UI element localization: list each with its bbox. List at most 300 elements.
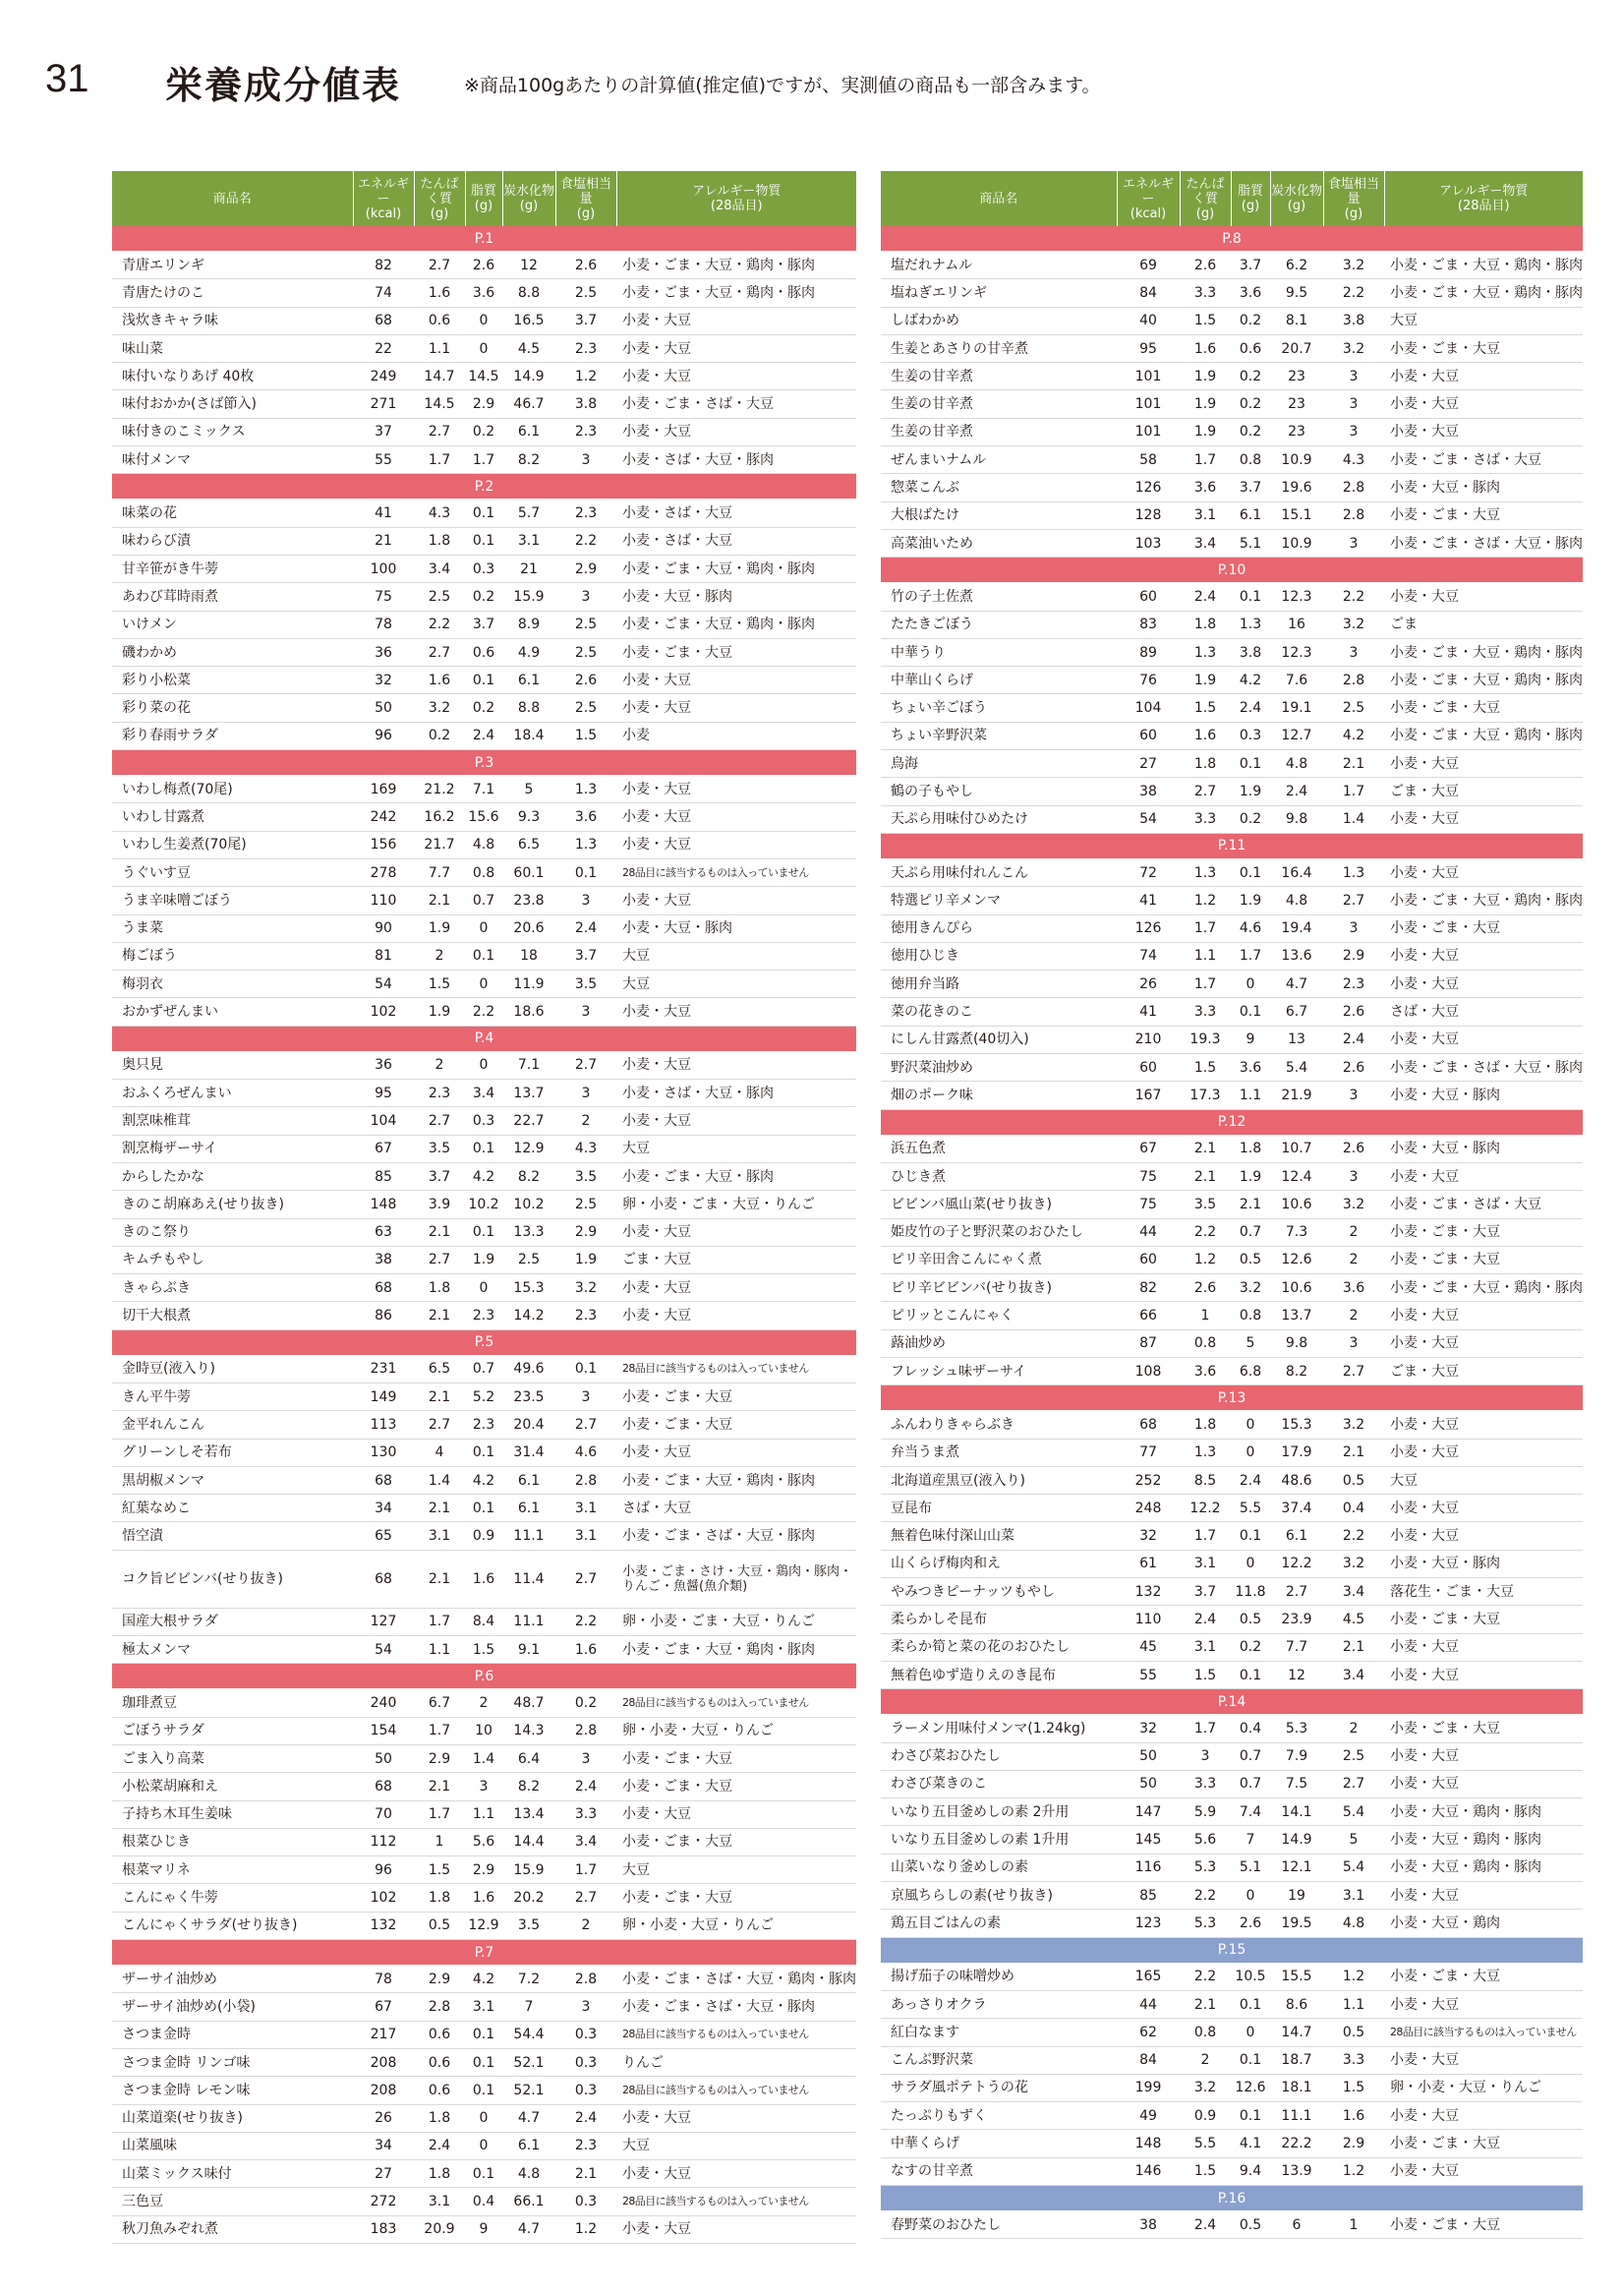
carbohydrate-cell: 12.4 — [1270, 1162, 1323, 1190]
allergens-cell: 小麦・ごま・大豆・鶏肉・豚肉 — [616, 252, 856, 279]
salt-cell: 3.5 — [555, 1162, 616, 1190]
salt-cell: 0.3 — [555, 2021, 616, 2048]
allergens-cell: 大豆 — [616, 2132, 856, 2159]
fat-cell: 0.3 — [465, 555, 502, 582]
energy-cell: 86 — [353, 1302, 414, 1329]
table-row — [881, 2046, 1583, 2074]
energy-cell: 68 — [353, 1550, 414, 1608]
protein-cell: 1.8 — [1180, 611, 1231, 638]
product-name-cell: ちょい辛野沢菜 — [881, 722, 1117, 749]
allergens-cell: りんご — [616, 2048, 856, 2076]
table-row — [112, 1191, 856, 1218]
column-header-energy: エネルギー (kcal) — [1117, 171, 1180, 226]
fat-cell: 0.4 — [1231, 1715, 1270, 1742]
allergens-cell: ごま・大豆 — [616, 1246, 856, 1273]
salt-cell: 4.5 — [1323, 1606, 1384, 1633]
product-name-cell: 味付おかか(さば節入) — [112, 390, 353, 418]
table-row — [881, 1550, 1583, 1577]
table-row — [881, 1329, 1583, 1357]
carbohydrate-cell: 12.1 — [1270, 1854, 1323, 1881]
energy-cell: 75 — [1117, 1162, 1180, 1190]
table-row — [112, 2160, 856, 2188]
allergens-cell: 小麦・大豆 — [616, 803, 856, 831]
protein-cell: 6.5 — [414, 1355, 465, 1383]
carbohydrate-cell: 60.1 — [502, 858, 555, 886]
product-name-cell: 京風ちらしの素(せり抜き) — [881, 1882, 1117, 1910]
product-name-cell: 彩り小松菜 — [112, 667, 353, 694]
table-row — [881, 1411, 1583, 1439]
energy-cell: 130 — [353, 1439, 414, 1466]
protein-cell: 5.5 — [1180, 2130, 1231, 2157]
fat-cell: 4.2 — [465, 1466, 502, 1494]
energy-cell: 103 — [1117, 529, 1180, 557]
carbohydrate-cell: 7.5 — [1270, 1770, 1323, 1797]
fat-cell: 12.6 — [1231, 2074, 1270, 2101]
carbohydrate-cell: 12.9 — [502, 1135, 555, 1162]
energy-cell: 104 — [353, 1107, 414, 1135]
table-row — [881, 971, 1583, 998]
carbohydrate-cell: 8.8 — [502, 279, 555, 307]
product-name-cell: さつま金時 レモン味 — [112, 2077, 353, 2104]
fat-cell: 9 — [465, 2215, 502, 2243]
product-name-cell: ビビンバ風山菜(せり抜き) — [881, 1191, 1117, 1218]
energy-cell: 101 — [1117, 363, 1180, 390]
table-row — [881, 1798, 1583, 1826]
fat-cell: 0.1 — [1231, 583, 1270, 611]
energy-cell: 50 — [353, 1744, 414, 1772]
protein-cell: 1.8 — [414, 1274, 465, 1302]
allergens-cell: 小麦・ごま・大豆 — [1384, 1963, 1583, 1990]
allergens-cell: 小麦・ごま・大豆・鶏肉・豚肉 — [1384, 638, 1583, 666]
salt-cell: 3.5 — [555, 971, 616, 998]
product-name-cell: きのこ祭り — [112, 1218, 353, 1246]
salt-cell: 3.3 — [555, 1800, 616, 1828]
energy-cell: 41 — [1117, 998, 1180, 1026]
energy-cell: 82 — [353, 252, 414, 279]
carbohydrate-cell: 5.4 — [1270, 1054, 1323, 1082]
carbohydrate-cell: 14.4 — [502, 1828, 555, 1855]
fat-cell: 7 — [1231, 1826, 1270, 1854]
allergens-cell: 小麦・大豆 — [616, 998, 856, 1026]
protein-cell: 3.3 — [1180, 279, 1231, 307]
energy-cell: 50 — [353, 694, 414, 722]
table-row — [112, 1993, 856, 2021]
fat-cell: 0.4 — [465, 2188, 502, 2215]
protein-cell: 2.7 — [414, 638, 465, 666]
energy-cell: 132 — [353, 1912, 414, 1939]
allergens-cell: ごま — [1384, 611, 1583, 638]
energy-cell: 60 — [1117, 1246, 1180, 1273]
protein-cell: 14.5 — [414, 390, 465, 418]
table-row — [881, 1606, 1583, 1633]
product-name-cell: 天ぷら用味付ひめたけ — [881, 805, 1117, 833]
protein-cell: 2.1 — [414, 887, 465, 914]
section-label: P.14 — [881, 1689, 1583, 1715]
protein-cell: 1.6 — [1180, 334, 1231, 362]
salt-cell: 5.4 — [1323, 1798, 1384, 1826]
product-name-cell: 紅葉なめこ — [112, 1495, 353, 1522]
section-label: P.1 — [112, 226, 856, 252]
product-name-cell: 生姜の甘辛煮 — [881, 363, 1117, 390]
protein-cell: 3.5 — [414, 1135, 465, 1162]
allergens-cell: 小麦・大豆・豚肉 — [1384, 1135, 1583, 1162]
protein-cell: 2 — [1180, 2046, 1231, 2074]
allergens-cell: 小麦・さば・大豆 — [616, 500, 856, 527]
table-row — [112, 1051, 856, 1079]
product-name-cell: 割烹味椎茸 — [112, 1107, 353, 1135]
carbohydrate-cell: 8.1 — [1270, 307, 1323, 334]
product-name-cell: 姫皮竹の子と野沢菜のおひたし — [881, 1218, 1117, 1246]
carbohydrate-cell: 16 — [1270, 611, 1323, 638]
allergens-cell: 小麦・ごま・大豆 — [1384, 694, 1583, 722]
fat-cell: 0.7 — [465, 1355, 502, 1383]
table-row — [881, 2074, 1583, 2101]
fat-cell: 0.1 — [1231, 2046, 1270, 2074]
product-name-cell: 珈琲煮豆 — [112, 1689, 353, 1717]
table-row — [112, 776, 856, 803]
table-row — [881, 1495, 1583, 1522]
protein-cell: 3.1 — [1180, 501, 1231, 529]
product-name-cell: 生姜の甘辛煮 — [881, 418, 1117, 445]
carbohydrate-cell: 23 — [1270, 363, 1323, 390]
carbohydrate-cell: 21.9 — [1270, 1082, 1323, 1109]
allergens-cell: 小麦・ごま・大豆 — [1384, 1715, 1583, 1742]
protein-cell: 8.5 — [1180, 1466, 1231, 1494]
allergens-cell: 小麦・さば・大豆・豚肉 — [616, 1080, 856, 1107]
carbohydrate-cell: 21 — [502, 555, 555, 582]
energy-cell: 60 — [1117, 1054, 1180, 1082]
salt-cell: 2.2 — [1323, 583, 1384, 611]
fat-cell: 3.7 — [1231, 252, 1270, 279]
protein-cell: 1.8 — [414, 527, 465, 555]
fat-cell: 2.6 — [1231, 1910, 1270, 1937]
allergens-cell: 小麦・大豆 — [1384, 1302, 1583, 1329]
fat-cell: 0.1 — [465, 2048, 502, 2076]
protein-cell: 2.2 — [1180, 1963, 1231, 1990]
table-row — [112, 1383, 856, 1410]
table-row — [112, 1800, 856, 1828]
carbohydrate-cell: 6.1 — [502, 667, 555, 694]
fat-cell: 0.2 — [1231, 390, 1270, 418]
table-row — [881, 1882, 1583, 1910]
carbohydrate-cell: 7.6 — [1270, 667, 1323, 694]
table-row — [881, 279, 1583, 307]
energy-cell: 34 — [353, 1495, 414, 1522]
salt-cell: 2.5 — [1323, 694, 1384, 722]
product-name-cell: 味菜の花 — [112, 500, 353, 527]
table-row — [112, 831, 856, 858]
fat-cell: 0 — [465, 914, 502, 942]
table-row — [112, 1744, 856, 1772]
protein-cell: 0.8 — [1180, 2019, 1231, 2046]
carbohydrate-cell: 22.2 — [1270, 2130, 1323, 2157]
product-name-cell: いわし甘露煮 — [112, 803, 353, 831]
product-name-cell: 揚げ茄子の味噌炒め — [881, 1963, 1117, 1990]
energy-cell: 55 — [1117, 1661, 1180, 1688]
salt-cell: 2.2 — [555, 1608, 616, 1635]
section-header-row — [112, 226, 856, 252]
salt-cell: 2.1 — [1323, 1633, 1384, 1661]
allergens-cell: 小麦・大豆 — [616, 1302, 856, 1329]
table-row — [881, 1246, 1583, 1273]
table-row — [112, 1495, 856, 1522]
allergens-cell: 小麦・大豆 — [1384, 1882, 1583, 1910]
table-row — [881, 638, 1583, 666]
protein-cell: 1.9 — [1180, 418, 1231, 445]
salt-cell: 3.1 — [555, 1495, 616, 1522]
energy-cell: 167 — [1117, 1082, 1180, 1109]
allergens-cell: 小麦・ごま・大豆 — [1384, 334, 1583, 362]
salt-cell: 2.7 — [555, 1550, 616, 1608]
column-header-product-name: 商品名 — [881, 171, 1117, 226]
product-name-cell: にしん甘露煮(40切入) — [881, 1026, 1117, 1053]
product-name-cell: 柔らかしそ昆布 — [881, 1606, 1117, 1633]
carbohydrate-cell: 9.3 — [502, 803, 555, 831]
product-name-cell: 極太メンマ — [112, 1636, 353, 1664]
carbohydrate-cell: 19.5 — [1270, 1910, 1323, 1937]
protein-cell: 3.9 — [414, 1191, 465, 1218]
carbohydrate-cell: 12 — [502, 252, 555, 279]
salt-cell: 2.6 — [555, 667, 616, 694]
energy-cell: 248 — [1117, 1495, 1180, 1522]
table-row — [112, 914, 856, 942]
carbohydrate-cell: 18 — [502, 942, 555, 970]
product-name-cell: あっさりオクラ — [881, 1990, 1117, 2018]
salt-cell: 3.1 — [555, 1522, 616, 1550]
fat-cell: 11.8 — [1231, 1578, 1270, 1606]
product-name-cell: 竹の子土佐煮 — [881, 583, 1117, 611]
energy-cell: 208 — [353, 2077, 414, 2104]
product-name-cell: 特選ピリ辛メンマ — [881, 887, 1117, 914]
protein-cell: 3.7 — [414, 1162, 465, 1190]
allergens-cell: 小麦・大豆・豚肉 — [1384, 1550, 1583, 1577]
salt-cell: 2.6 — [1323, 998, 1384, 1026]
protein-cell: 21.2 — [414, 776, 465, 803]
salt-cell: 1.6 — [1323, 2102, 1384, 2130]
salt-cell: 2.3 — [555, 1302, 616, 1329]
table-row — [881, 1990, 1583, 2018]
salt-cell: 3.2 — [1323, 334, 1384, 362]
nutrition-table-left — [112, 171, 856, 2244]
table-row — [112, 1246, 856, 1273]
salt-cell: 2.5 — [1323, 1742, 1384, 1770]
fat-cell: 0 — [465, 1051, 502, 1079]
product-name-cell: 味付きのこミックス — [112, 418, 353, 445]
energy-cell: 22 — [353, 334, 414, 362]
fat-cell: 5.1 — [1231, 529, 1270, 557]
table-row — [881, 474, 1583, 501]
salt-cell: 2.1 — [1323, 750, 1384, 778]
carbohydrate-cell: 7.3 — [1270, 1218, 1323, 1246]
fat-cell: 0.1 — [465, 2160, 502, 2188]
allergens-cell: 小麦・大豆 — [1384, 1026, 1583, 1053]
table-body — [112, 226, 856, 2244]
carbohydrate-cell: 8.2 — [1270, 1357, 1323, 1384]
allergens-cell: 小麦・ごま・さば・大豆・豚肉 — [616, 1522, 856, 1550]
salt-cell: 3.2 — [555, 1274, 616, 1302]
carbohydrate-cell: 11.9 — [502, 971, 555, 998]
table-row — [112, 1080, 856, 1107]
allergens-cell: 小麦・大豆 — [616, 694, 856, 722]
carbohydrate-cell: 7 — [502, 1993, 555, 2021]
product-name-cell: 山菜風味 — [112, 2132, 353, 2159]
salt-cell: 2 — [555, 1912, 616, 1939]
allergens-cell: 小麦・大豆・鶏肉・豚肉 — [1384, 1798, 1583, 1826]
salt-cell: 4.3 — [1323, 446, 1384, 474]
energy-cell: 36 — [353, 1051, 414, 1079]
salt-cell: 2.8 — [555, 1717, 616, 1744]
column-header-protein: たんぱく質 (g) — [414, 171, 465, 226]
fat-cell: 1.5 — [465, 1636, 502, 1664]
allergens-cell: 小麦・ごま・大豆・鶏肉・豚肉 — [1384, 279, 1583, 307]
protein-cell: 1.7 — [1180, 1522, 1231, 1550]
fat-cell: 0.1 — [465, 942, 502, 970]
table-row — [881, 858, 1583, 886]
product-name-cell: うま辛味噌ごぼう — [112, 887, 353, 914]
protein-cell: 1.6 — [414, 279, 465, 307]
salt-cell: 2.5 — [555, 638, 616, 666]
salt-cell: 3.4 — [555, 1828, 616, 1855]
salt-cell: 3.8 — [1323, 307, 1384, 334]
table-row — [881, 1963, 1583, 1990]
salt-cell: 2.5 — [555, 694, 616, 722]
protein-cell: 5.3 — [1180, 1910, 1231, 1937]
allergens-cell: 小麦・大豆 — [1384, 971, 1583, 998]
energy-cell: 32 — [1117, 1715, 1180, 1742]
energy-cell: 54 — [1117, 805, 1180, 833]
carbohydrate-cell: 12.7 — [1270, 722, 1323, 749]
energy-cell: 183 — [353, 2215, 414, 2243]
energy-cell: 40 — [1117, 307, 1180, 334]
energy-cell: 84 — [1117, 279, 1180, 307]
energy-cell: 75 — [1117, 1191, 1180, 1218]
carbohydrate-cell: 11.1 — [502, 1608, 555, 1635]
allergens-cell: 小麦・大豆 — [1384, 805, 1583, 833]
carbohydrate-cell: 10.6 — [1270, 1274, 1323, 1302]
fat-cell: 0.1 — [465, 1439, 502, 1466]
product-name-cell: なすの甘辛煮 — [881, 2157, 1117, 2185]
protein-cell: 2 — [414, 942, 465, 970]
fat-cell: 14.5 — [465, 363, 502, 390]
table-row — [112, 1355, 856, 1383]
protein-cell: 2.1 — [414, 1550, 465, 1608]
protein-cell: 2.7 — [1180, 778, 1231, 805]
protein-cell: 1.7 — [414, 1608, 465, 1635]
energy-cell: 50 — [1117, 1770, 1180, 1797]
salt-cell: 5 — [1323, 1826, 1384, 1854]
allergens-cell: 小麦・大豆 — [616, 1107, 856, 1135]
column-header-allergens: アレルギー物質 (28品目) — [616, 171, 856, 226]
table-row — [112, 1884, 856, 1912]
salt-cell: 1.7 — [1323, 778, 1384, 805]
table-row — [881, 583, 1583, 611]
table-row — [881, 1191, 1583, 1218]
table-row — [112, 1218, 856, 1246]
carbohydrate-cell: 10.7 — [1270, 1135, 1323, 1162]
salt-cell: 1.1 — [1323, 1990, 1384, 2018]
energy-cell: 95 — [1117, 334, 1180, 362]
carbohydrate-cell: 3.5 — [502, 1912, 555, 1939]
allergens-cell: 小麦・ごま・大豆・鶏肉・豚肉 — [616, 1636, 856, 1664]
product-name-cell: 根菜マリネ — [112, 1856, 353, 1884]
product-name-cell: 味付いなりあげ 40枚 — [112, 363, 353, 390]
table-row — [881, 805, 1583, 833]
fat-cell: 2.9 — [465, 390, 502, 418]
fat-cell: 1.7 — [1231, 942, 1270, 970]
carbohydrate-cell: 15.9 — [502, 1856, 555, 1884]
allergens-cell: 28品目に該当するものは入っていません — [616, 2077, 856, 2104]
section-header-row — [881, 226, 1583, 252]
product-name-cell: 黒胡椒メンマ — [112, 1466, 353, 1494]
table-row — [112, 390, 856, 418]
fat-cell: 5.6 — [465, 1828, 502, 1855]
salt-cell: 1.5 — [1323, 2074, 1384, 2101]
energy-cell: 104 — [1117, 694, 1180, 722]
energy-cell: 72 — [1117, 858, 1180, 886]
product-name-cell: 高菜油いため — [881, 529, 1117, 557]
section-header-row — [112, 750, 856, 776]
product-name-cell: 鶏五目ごはんの素 — [881, 1910, 1117, 1937]
protein-cell: 2.1 — [1180, 1990, 1231, 2018]
allergens-cell: 小麦・大豆 — [1384, 583, 1583, 611]
salt-cell: 1.2 — [1323, 2157, 1384, 2185]
table-row — [112, 334, 856, 362]
protein-cell: 21.7 — [414, 831, 465, 858]
salt-cell: 1.2 — [555, 2215, 616, 2243]
salt-cell: 2.1 — [555, 2160, 616, 2188]
salt-cell: 2.3 — [555, 2132, 616, 2159]
protein-cell: 2.1 — [1180, 1162, 1231, 1190]
carbohydrate-cell: 48.7 — [502, 1689, 555, 1717]
carbohydrate-cell: 7.2 — [502, 1966, 555, 1993]
protein-cell: 2.1 — [414, 1773, 465, 1800]
salt-cell: 3.2 — [1323, 1411, 1384, 1439]
carbohydrate-cell: 10.9 — [1270, 529, 1323, 557]
section-header-row — [112, 1940, 856, 1966]
fat-cell: 9.4 — [1231, 2157, 1270, 2185]
salt-cell: 2.3 — [555, 334, 616, 362]
product-name-cell: ピリッとこんにゃく — [881, 1302, 1117, 1329]
salt-cell: 2.5 — [555, 611, 616, 638]
table-row — [112, 638, 856, 666]
salt-cell: 2.8 — [1323, 501, 1384, 529]
protein-cell: 0.8 — [1180, 1329, 1231, 1357]
energy-cell: 87 — [1117, 1329, 1180, 1357]
energy-cell: 127 — [353, 1608, 414, 1635]
salt-cell: 3 — [555, 1080, 616, 1107]
product-name-cell: 三色豆 — [112, 2188, 353, 2215]
energy-cell: 27 — [353, 2160, 414, 2188]
allergens-cell: 小麦・大豆・鶏肉 — [1384, 1910, 1583, 1937]
energy-cell: 149 — [353, 1383, 414, 1410]
energy-cell: 67 — [1117, 1135, 1180, 1162]
carbohydrate-cell: 2.4 — [1270, 778, 1323, 805]
carbohydrate-cell: 5.7 — [502, 500, 555, 527]
protein-cell: 2.2 — [1180, 1882, 1231, 1910]
energy-cell: 96 — [353, 722, 414, 749]
carbohydrate-cell: 15.3 — [1270, 1411, 1323, 1439]
allergens-cell: 小麦・ごま・大豆・鶏肉・豚肉 — [1384, 667, 1583, 694]
energy-cell: 21 — [353, 527, 414, 555]
section-header-row — [881, 1385, 1583, 1411]
allergens-cell: 小麦・ごま・大豆 — [1384, 1218, 1583, 1246]
product-name-cell: あわび茸時雨煮 — [112, 583, 353, 611]
energy-cell: 156 — [353, 831, 414, 858]
fat-cell: 0 — [465, 334, 502, 362]
allergens-cell: 小麦・ごま・大豆 — [616, 1744, 856, 1772]
allergens-cell: さば・大豆 — [616, 1495, 856, 1522]
salt-cell: 2 — [1323, 1246, 1384, 1273]
